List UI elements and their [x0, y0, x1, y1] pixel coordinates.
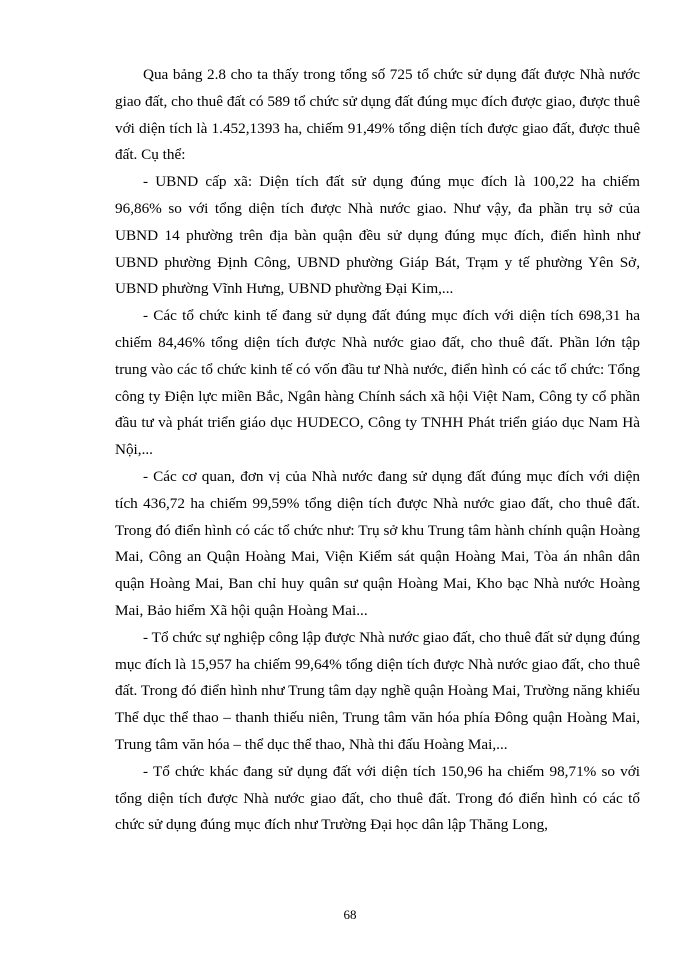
page-number: 68 [343, 907, 357, 922]
paragraph-to-chuc-kinh-te: - Các tổ chức kinh tế đang sử dụng đất đúng mục đích với diện tích 698,31 ha chiếm 84,46% tổng diện tích được Nhà nước giao đất, cho thuê đất. Phần lớn tập trung vào các tổ chức kinh tế có vốn đầu tư Nhà nước, điển hình có các tổ chức: Tổng công ty Điện lực miền Bắc, Ngân hàng Chính sách xã hội Việt Nam, Công ty cổ phần đầu tư và phát triển giáo dục HUDECO, Công ty TNHH Phát triển giáo dục Nam Hà Nội,... [115, 307, 640, 459]
paragraph-to-chuc-khac: - Tổ chức khác đang sử dụng đất với diện tích 150,96 ha chiếm 98,71% so với tổng diện tích được Nhà nước giao đất, cho thuê đất. Trong đó điển hình có các tổ chức sử dụng đúng mục đích như Trường Đại học dân lập Thăng Long, [115, 762, 640, 834]
paragraph-co-quan-nha-nuoc: - Các cơ quan, đơn vị của Nhà nước đang sử dụng đất đúng mục đích với diện tích 436,72 ha chiếm 99,59% tổng diện tích được Nhà nước giao đất, cho thuê đất. Trong đó điển hình có các tổ chức như: Trụ sở khu Trung tâm hành chính quận Hoàng Mai, Công an Quận Hoàng Mai, Viện Kiểm sát quận Hoàng Mai, Tòa án nhân dân quận Hoàng Mai, Ban chỉ huy quân sư quận Hoàng Mai, Kho bạc Nhà nước Hoàng Mai, Bảo hiểm Xã hội quận Hoàng Mai... [115, 467, 640, 619]
paragraph-intro: Qua bảng 2.8 cho ta thấy trong tổng số 725 tổ chức sử dụng đất được Nhà nước giao đất, cho thuê đất có 589 tổ chức sử dụng đất đúng mục đích được giao, được thuê với diện tích là 1.452,1393 ha, chiếm 91,49% tổng diện tích được giao đất, được thuê đất. Cụ thể: [115, 66, 640, 164]
body-text [115, 62, 640, 839]
paragraph-ubnd-cap-xa: - UBND cấp xã: Diện tích đất sử dụng đúng mục đích là 100,22 ha chiếm 96,86% so với tổng diện tích được Nhà nước giao. Như vậy, đa phần trụ sở của UBND 14 phường trên địa bàn quận đều sử dụng đúng mục đích, điển hình như UBND phường Định Công, UBND phường Giáp Bát, Trạm y tế phường Yên Sở, UBND phường Vĩnh Hưng, UBND phường Đại Kim,... [115, 173, 640, 298]
paragraph-su-nghiep-cong-lap: - Tổ chức sự nghiệp công lập được Nhà nước giao đất, cho thuê đất sử dụng đúng mục đích là 15,957 ha chiếm 99,64% tổng diện tích được Nhà nước giao đất, cho thuê đất. Trong đó điển hình như Trung tâm dạy nghề quận Hoàng Mai, Trường năng khiếu Thể dục thể thao – thanh thiếu niên, Trung tâm văn hóa phía Đông quận Hoàng Mai, Trung tâm văn hóa – thể dục thể thao, Nhà thi đấu Hoàng Mai,... [115, 628, 640, 753]
